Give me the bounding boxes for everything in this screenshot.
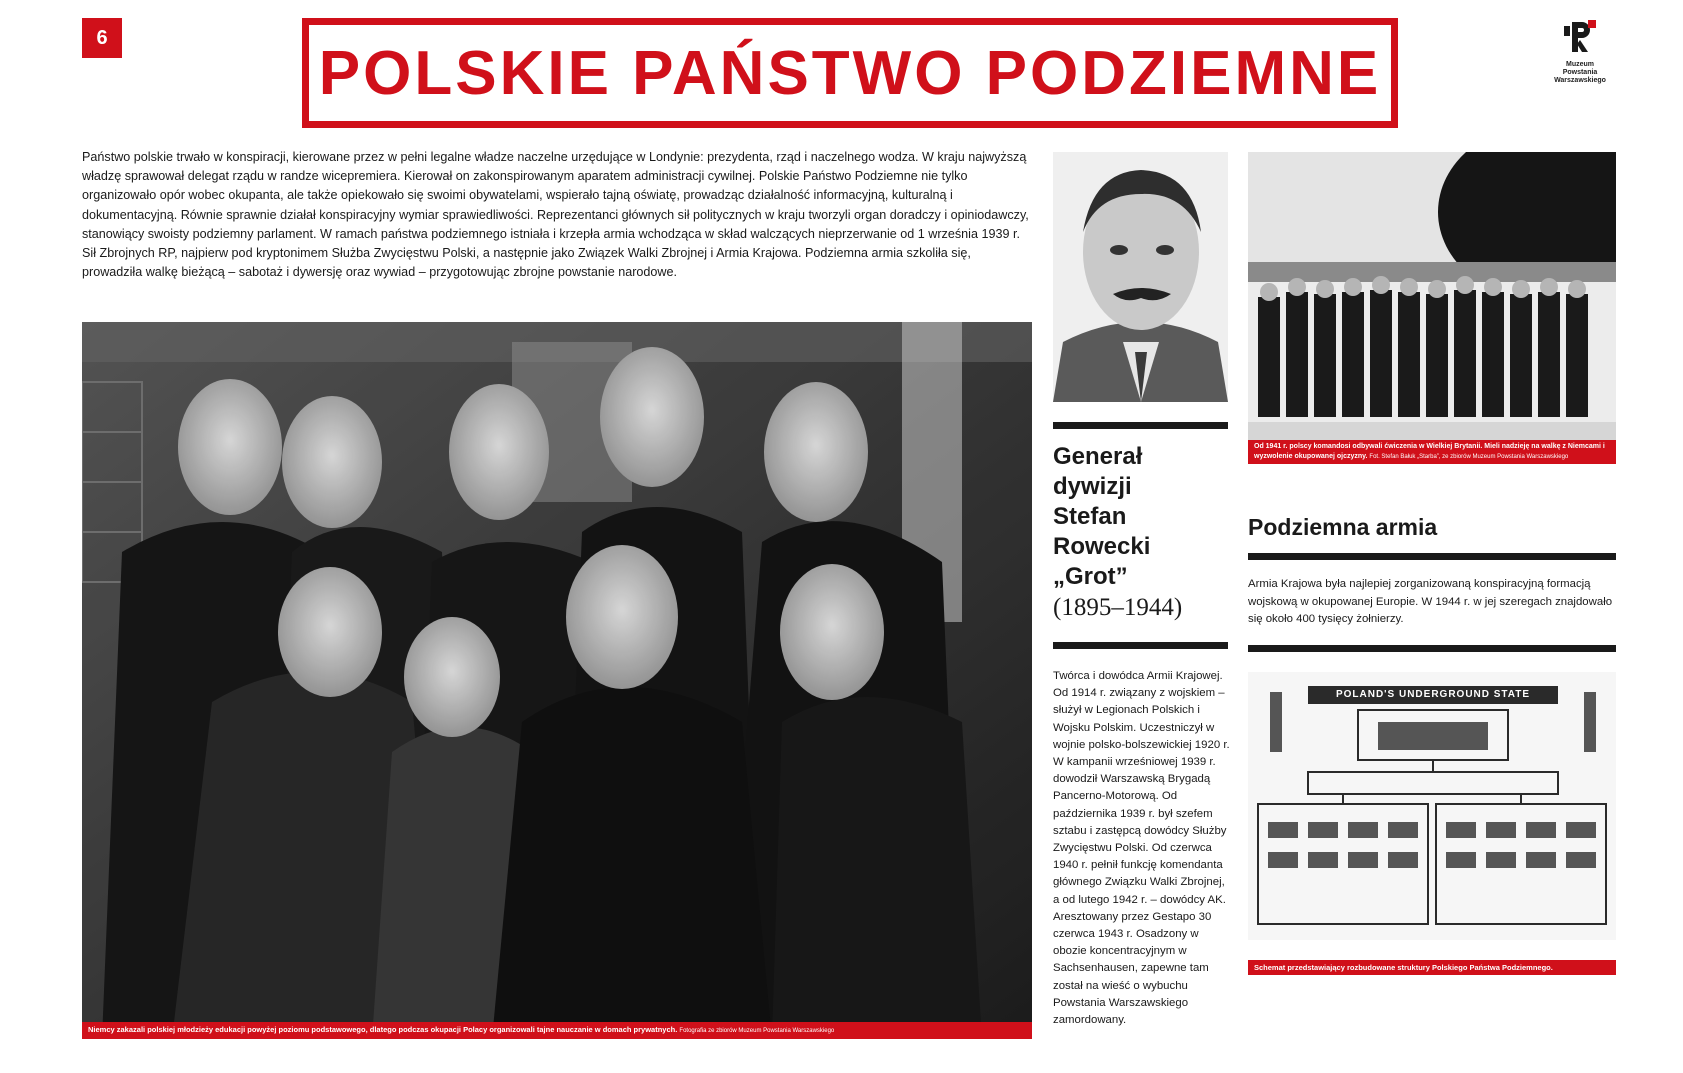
schema-caption (1248, 960, 1616, 975)
main-photo-credit: Fotografia ze zbiorów Muzeum Powstania Warszawskiego (679, 1028, 835, 1034)
commando-caption-text: Od 1941 r. polscy komandosi odbywali ćwiczenia w Wielkiej Brytanii. Mieli nadzieję na walkę z Niemcami i wyzwolenie okupowanej ojczyzny. (1254, 443, 1605, 460)
main-photo-caption (82, 1022, 1032, 1039)
schema-heading: POLAND'S UNDERGROUND STATE (1335, 689, 1531, 700)
title-frame (302, 18, 1398, 128)
general-bio: Twórca i dowódca Armii Krajowej. Od 1914 r. związany z wojskiem – służył w Legionach Polskich i Wojsku Polskim. Uczestniczył w wojnie polsko-bolszewickiej 1920 r. W kampanii wrześniowej 1939 r. dowodził Warszawską Brygadą Pancerno-Motorową. Od października 1939 r. był szefem sztabu i zastępcą dowódcy Służby Zwycięstwu Polski. Od czerwca 1940 r. pełnił funkcję komendanta głównego Związku Walki Zbrojnej, a od lutego 1942 r. – dowódcy AK. Aresztowany przez Gestapo 30 czerwca 1943 r. Osadzony w obozie koncentracyjnym w Sachsenhausen, zapewne tam został na wieść o wybuchu Powstania Warszawskiego zamordowany. (1053, 670, 1230, 1027)
general-portrait-image (1053, 152, 1228, 402)
rule-general-top (1053, 422, 1228, 429)
general-years: (1895–1944) (1053, 594, 1183, 621)
logo-line-3: Warszawskiego (1554, 77, 1606, 84)
logo-line-2: Powstania (1562, 69, 1598, 76)
general-name-line-2: dywizji (1053, 473, 1132, 500)
commando-credit: Fot. Stefan Bałuk „Starba”, ze zbiorów Muzeum Powstania Warszawskiego (1369, 454, 1569, 460)
army-text: Armia Krajowa była najlepiej zorganizowaną konspiracyjną formacją wojskową w okupowanej Europie. W 1944 r. w jej szeregach znajdowało się około 400 tysięcy żołnierzy. (1248, 578, 1613, 625)
commando-training-image (1248, 152, 1616, 464)
army-section-title: Podziemna armia (1248, 514, 1438, 540)
general-name-line-4: Rowecki (1053, 533, 1151, 560)
commando-photo (1248, 152, 1616, 464)
general-name-line-5: „Grot” (1053, 563, 1128, 590)
museum-logo (1545, 18, 1615, 90)
general-name (1053, 442, 1228, 592)
logo-line-1: Muzeum (1566, 61, 1594, 68)
page-number-badge (82, 18, 122, 58)
general-portrait (1053, 152, 1228, 402)
schema-caption-text: Schemat przedstawiający rozbudowane struktury Polskiego Państwa Podziemnego. (1254, 963, 1553, 972)
underground-state-schema (1248, 672, 1616, 940)
intro-paragraph: Państwo polskie trwało w konspiracji, kierowane przez w pełni legalne władze naczelne urzędujące w Londynie: prezydenta, rząd i naczelnego wodza. W kraju najwyższą władzę sprawował delegat rządu w randze wicepremiera. Kierował on zakonspirowanym aparatem administracji cywilnej. Polskie Państwo Podziemne nie tylko organizowało opór wobec okupanta, ale także opiekowało się swoimi obywatelami, wspierało tajną oświatę, prowadząc działalność informacyjną, kulturalną i dokumentacyjną. Równie sprawnie działał konspiracyjny wymiar sprawiedliwości. Reprezentanci głównych sił politycznych w kraju tworzyli organ doradczy i opiniodawczy, stanowiący swoisty podziemny parlament. W ramach państwa podziemnego istniała i krzepła armia wchodząca w skład walczących nieprzerwanie od 1 września 1939 r. Sił Zbrojnych RP, najpierw pod kryptonimem Służba Zwycięstwu Polski, a następnie jako Związek Walki Zbrojnej i Armia Krajowa. Podziemna armia szkoliła się, prowadziła walkę bieżącą – sabotaż i dywersję oraz wywiad – przygotowując zbrojne powstanie narodowe. (82, 150, 1029, 280)
commando-caption (1248, 440, 1616, 464)
general-name-line-3: Stefan (1053, 503, 1127, 530)
rule-general-bottom (1053, 642, 1228, 649)
main-photo (82, 322, 1032, 1039)
group-portrait-image (82, 322, 1032, 1039)
rule-army-bottom (1248, 645, 1616, 652)
rule-army-top (1248, 553, 1616, 560)
general-name-line-1: Generał (1053, 443, 1143, 470)
kotwica-icon (1560, 18, 1600, 56)
page-number: 6 (96, 26, 108, 49)
main-photo-caption-text: Niemcy zakazali polskiej młodzieży edukacji powyżej poziomu podstawowego, dlatego podczas okupacji Polacy organizowali tajne nauczanie w domach prywatnych. (88, 1025, 678, 1034)
schema-diagram-image (1248, 672, 1616, 940)
page-title: POLSKIE PAŃSTWO PODZIEMNE (318, 38, 1382, 108)
